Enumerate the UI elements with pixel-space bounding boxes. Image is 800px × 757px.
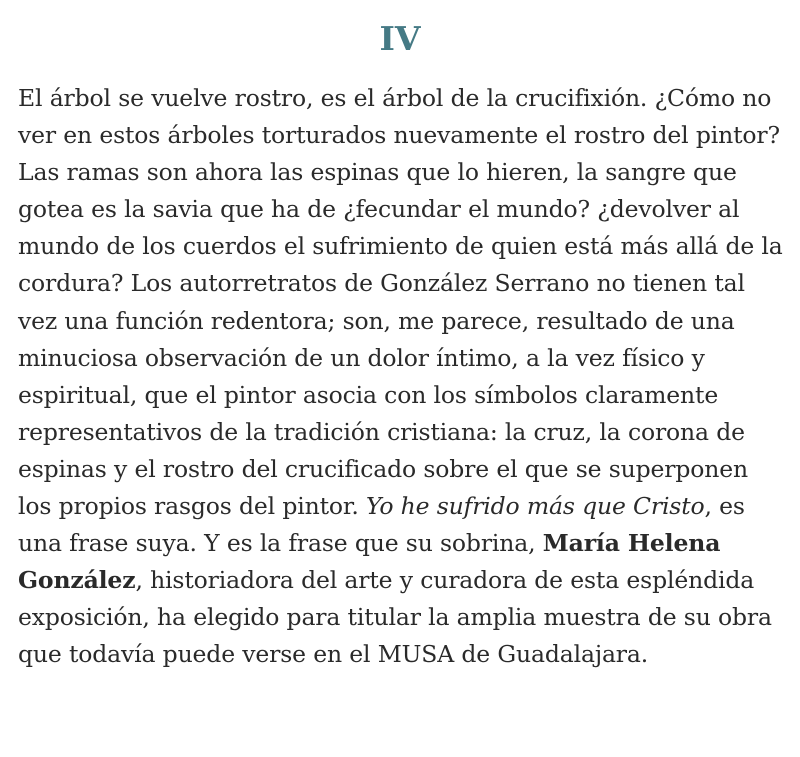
curator-name: María Helena González [18, 529, 721, 595]
section-heading: IV [379, 19, 421, 58]
paragraph-text-part-3: , historiadora del arte y curadora de esta espléndida exposición, ha elegido para titular la amplia muestra de su obra que todavía puede verse en el MUSA de Guadalajara. [18, 566, 772, 669]
article-paragraph [18, 80, 788, 674]
paragraph-text-part-2: , es una frase suya. Y es la frase que su sobrina, [18, 492, 745, 558]
paragraph-text-part-1: El árbol se vuelve rostro, es el árbol de la crucifixión. ¿Cómo no ver en estos árboles torturados nuevamente el rostro del pintor? Las ramas son ahora las espinas que lo hieren, la sangre que gotea es la savia que ha de ¿fecundar el mundo? ¿devolver al mundo de los cuerdos el sufrimiento de quien está más allá de la cordura? Los autorretratos de González Serrano no tienen tal vez una función redentora; son, me parece, resultado de una minuciosa observación de un dolor íntimo, a la vez físico y espiritual, que el pintor asocia con los símbolos claramente representativos de la tradición cristiana: la cruz, la corona de espinas y el rostro del crucificado sobre el que se superponen los propios rasgos del pintor. [18, 84, 783, 521]
quote-italic: Yo he sufrido más que Cristo [366, 492, 705, 521]
